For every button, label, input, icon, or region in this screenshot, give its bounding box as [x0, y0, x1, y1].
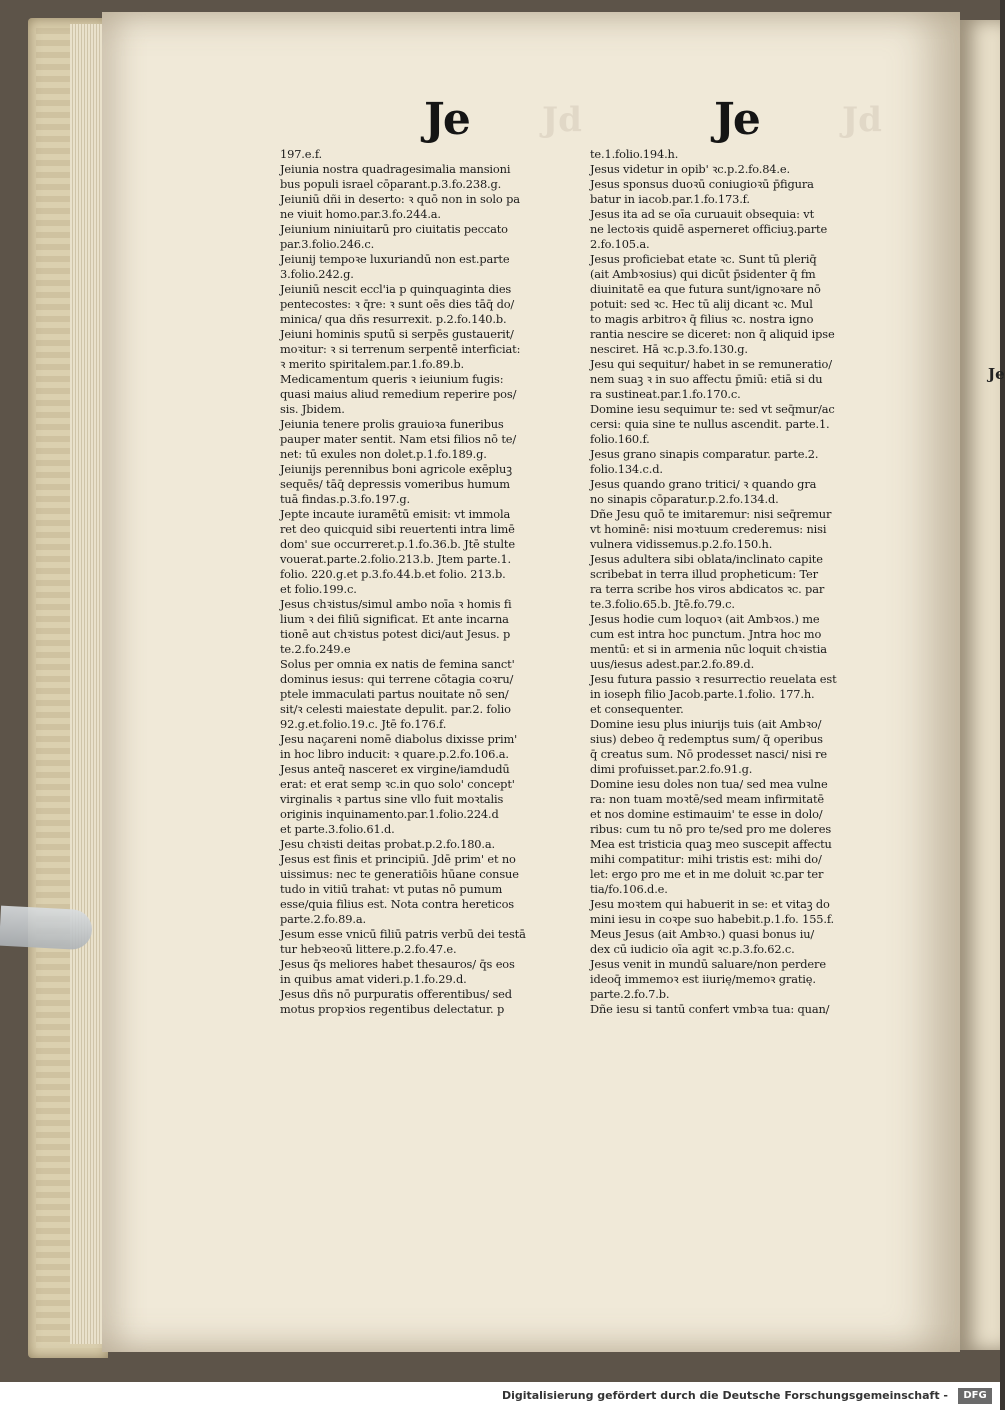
text-line: tuā findas.p.3.fo.197.g. — [280, 492, 411, 506]
text-line: Jesus anteq̄ nasceret ex virgine/iamdudū — [280, 762, 510, 776]
text-line: Domine iesu doles non tua/ sed mea vulne — [590, 777, 828, 791]
text-line: folio. 220.g.et p.3.fo.44.b.et folio. 213.b. — [280, 567, 506, 581]
text-line: Jesus adultera sibi oblata/inclinato capite — [590, 552, 823, 566]
text-line: Jesus ita ad se oīa curuauit obsequia: vt — [590, 207, 814, 221]
text-line: Domine iesu plus iniurijs tuis (ait Ambꝛo/ — [590, 717, 822, 731]
text-line: rantia nescire se diceret: non q̄ aliquid ipse — [590, 327, 835, 341]
text-line: sis. Jbidem. — [280, 402, 345, 416]
text-line: Jesus grano sinapis comparatur. parte.2. — [590, 447, 819, 461]
text-line: nesciret. Hā ꝛc.p.3.fo.130.g. — [590, 342, 748, 356]
text-line: parte.2.fo.7.b. — [590, 987, 670, 1001]
text-line: Domine iesu sequimur te: sed vt seq̄mur/ac — [590, 402, 835, 416]
text-line: te.1.folio.194.h. — [590, 147, 679, 161]
text-line: Jeiunia nostra quadragesimalia mansioni — [280, 162, 511, 176]
bleed-through-text: Jd — [842, 100, 882, 140]
text-line: sit/ꝛ celesti maiestate depulit. par.2. folio — [280, 702, 511, 716]
text-line: Jesus hodie cum loquoꝛ (ait Ambꝛos.) me — [590, 612, 820, 626]
text-line: in quibus amat videri.p.1.fo.29.d. — [280, 972, 467, 986]
bleed-through-text: Jd — [542, 100, 582, 140]
text-line: Jesus videtur in opib' ꝛc.p.2.fo.84.e. — [590, 162, 790, 176]
text-line: cersi: quia sine te nullus ascendit. parte.1. — [590, 417, 830, 431]
text-line: Jesu futura passio ꝛ resurrectio reuelata est — [590, 672, 837, 686]
text-line: tionē aut chꝛistus potest dici/aut Jesus. p — [280, 627, 511, 641]
text-line: ne lectoꝛis quidē asperneret officiuꝫ.parte — [590, 222, 828, 236]
text-line: Jesu qui sequitur/ habet in se remuneratio/ — [590, 357, 832, 371]
text-line: Jeiuni hominis sputū si serpēs gustauerit/ — [280, 327, 514, 341]
footer-credit-bar — [0, 1382, 1000, 1410]
text-line: erat: et erat semp ꝛc.in quo solo' concept' — [280, 777, 515, 791]
text-line: ne viuit homo.par.3.fo.244.a. — [280, 207, 441, 221]
text-line: moꝛitur: ꝛ si terrenum serpentē interficiat: — [280, 342, 521, 356]
text-line: Jesu naçareni nomē diabolus dixisse prim' — [280, 732, 518, 746]
text-line: Jesus proficiebat etate ꝛc. Sunt tū pleriq̄ — [590, 252, 817, 266]
text-line: et consequenter. — [590, 702, 684, 716]
text-line: mentū: et si in armenia nūc loquit chꝛistia — [590, 642, 827, 656]
text-line: ra: non tuam moꝛtē/sed meam infirmitatē — [590, 792, 825, 806]
text-line: motus propꝛios regentibus delectatur. p — [280, 1002, 505, 1016]
facing-page-fragment: Je — [988, 365, 1005, 383]
text-line: tia/fo.106.d.e. — [590, 882, 668, 896]
text-line: virginalis ꝛ partus sine vllo fuit moꝛtalis — [280, 792, 504, 806]
text-line: Jesu chꝛisti deitas probat.p.2.fo.180.a. — [280, 837, 495, 851]
text-line: ideoq̄ immemoꝛ est iiurię/memoꝛ gratię. — [590, 972, 816, 986]
text-line: ribus: cum tu nō pro te/sed pro me doleres — [590, 822, 832, 836]
text-line: ra terra scribe hos viros abdicatos ꝛc. par — [590, 582, 825, 596]
text-line: Solus per omnia ex natis de femina sanct' — [280, 657, 515, 671]
text-line: ret deo quicquid sibi reuertenti intra limē — [280, 522, 515, 536]
dfg-logo: DFG — [958, 1388, 992, 1404]
text-line: tudo in vitiū trahat: vt putas nō pumum — [280, 882, 503, 896]
text-line: Jesu moꝛtem qui habuerit in se: et vitaꝫ do — [590, 897, 830, 911]
text-line: Jesum esse vnicū filiū patris verbū dei testā — [280, 927, 526, 941]
text-line: Jeiuniū dñi in deserto: ꝛ quō non in solo pa — [280, 192, 520, 206]
text-line: diuinitatē ea que futura sunt/ignoꝛare nō — [590, 282, 821, 296]
text-line: Medicamentum queris ꝛ ieiunium fugis: — [280, 372, 504, 386]
text-line: Dñe Jesu quō te imitaremur: nisi seq̄remur — [590, 507, 832, 521]
text-line: bus populi israel cōparant.p.3.fo.238.g. — [280, 177, 502, 191]
page-heading-left: Je — [424, 94, 469, 145]
page-clamp — [0, 906, 93, 951]
text-line: 3.folio.242.g. — [280, 267, 354, 281]
text-line: no sinapis cōparatur.p.2.fo.134.d. — [590, 492, 779, 506]
text-line: potuit: sed ꝛc. Hec tū alij dicant ꝛc. Mul — [590, 297, 813, 311]
text-line: in ioseph filio Jacob.parte.1.folio. 177.h. — [590, 687, 815, 701]
text-line: pauper mater sentit. Nam etsi filios nō te/ — [280, 432, 517, 446]
text-line: folio.134.c.d. — [590, 462, 663, 476]
text-line: mini iesu in coꝛpe suo habebit.p.1.fo. 155.f. — [590, 912, 835, 926]
text-line: Meus Jesus (ait Ambꝛo.) quasi bonus iu/ — [590, 927, 815, 941]
text-line: vt hominē: nisi moꝛtuum crederemus: nisi — [590, 522, 827, 536]
text-line: te.2.fo.249.e — [280, 642, 351, 656]
text-line: (ait Ambꝛosius) qui dicūt p̄sidenter q̄ fm — [590, 267, 816, 281]
text-line: dimi profuisset.par.2.fo.91.g. — [590, 762, 753, 776]
text-line: vouerat.parte.2.folio.213.b. Jtem parte.1. — [280, 552, 512, 566]
text-line: to magis arbitroꝛ q̄ filius ꝛc. nostra igno — [590, 312, 814, 326]
text-line: uissimus: nec te generatiōis hūane consue — [280, 867, 519, 881]
text-line: Jeiunijs perennibus boni agricole exēpluꝫ — [280, 462, 512, 476]
text-line: te.3.folio.65.b. Jtē.fo.79.c. — [590, 597, 735, 611]
footer-credit-text: Digitalisierung gefördert durch die Deutsche Forschungsgemeinschaft - — [501, 1389, 948, 1402]
text-line: batur in iacob.par.1.fo.173.f. — [590, 192, 750, 206]
text-line: et parte.3.folio.61.d. — [280, 822, 395, 836]
text-line: Jeiunia tenere prolis grauioꝛa funeribus — [280, 417, 504, 431]
text-line: Jesus dñs nō purpuratis offerentibus/ sed — [280, 987, 512, 1001]
text-line: ptele immaculati partus nouitate nō sen/ — [280, 687, 509, 701]
text-line: 2.fo.105.a. — [590, 237, 650, 251]
text-line: Mea est tristicia quaꝫ meo suscepit affectu — [590, 837, 832, 851]
text-line: 92.g.et.folio.19.c. Jtē fo.176.f. — [280, 717, 447, 731]
book-page — [102, 12, 960, 1352]
text-line: esse/quia filius est. Nota contra hereticos — [280, 897, 514, 911]
text-line: Jesus chꝛistus/simul ambo noīa ꝛ homis fi — [280, 597, 512, 611]
text-line: Dñe iesu si tantū confert vmbꝛa tua: quan/ — [590, 1002, 830, 1016]
text-line: 197.e.f. — [280, 147, 322, 161]
text-line: uus/iesus adest.par.2.fo.89.d. — [590, 657, 755, 671]
text-line: minica/ qua dñs resurrexit. p.2.fo.140.b. — [280, 312, 507, 326]
text-line: scribebat in terra illud propheticum: Ter — [590, 567, 818, 581]
text-line: Jesus est finis et principiū. Jdē prim' et no — [280, 852, 516, 866]
text-line: Jesus venit in mundū saluare/non perdere — [590, 957, 826, 971]
text-line: Jeiunium niniuitarū pro ciuitatis peccato — [280, 222, 508, 236]
text-line: tur hebꝛeoꝛū littere.p.2.fo.47.e. — [280, 942, 457, 956]
text-line: sequēs/ tāq̄ depressis vomeribus humum — [280, 477, 510, 491]
text-line: sius) debeo q̄ redemptus sum/ q̄ operibus — [590, 732, 823, 746]
page-heading-right: Je — [714, 94, 759, 145]
text-line: pentecostes: ꝛ q̄re: ꝛ sunt oēs dies tāq̄ do/ — [280, 297, 515, 311]
text-line: originis inquinamento.par.1.folio.224.d — [280, 807, 499, 821]
text-line: ra sustineat.par.1.fo.170.c. — [590, 387, 741, 401]
text-line: in hoc libro inducit: ꝛ quare.p.2.fo.106.a. — [280, 747, 509, 761]
text-line: Jesus quando grano tritici/ ꝛ quando gra — [590, 477, 817, 491]
text-line: Jeiuniū nescit eccl'ia p quinquaginta dies — [280, 282, 512, 296]
facing-page-edge — [960, 20, 1005, 1350]
text-line: Jeiunij tempoꝛe luxuriandū non est.parte — [280, 252, 510, 266]
text-column-left — [280, 147, 596, 1017]
text-column-right — [590, 147, 906, 1017]
text-line: dex cū iudicio oīa agit ꝛc.p.3.fo.62.c. — [590, 942, 795, 956]
text-line: folio.160.f. — [590, 432, 650, 446]
text-line: Jepte incaute iuramētū emisit: vt immola — [280, 507, 511, 521]
text-line: par.3.folio.246.c. — [280, 237, 375, 251]
text-line: quasi maius aliud remedium reperire pos/ — [280, 387, 517, 401]
text-line: et nos domine estimauim' te esse in dolo/ — [590, 807, 823, 821]
text-line: ꝛ merito spiritalem.par.1.fo.89.b. — [280, 357, 464, 371]
text-line: dom' sue occurreret.p.1.fo.36.b. Jtē stulte — [280, 537, 515, 551]
text-line: parte.2.fo.89.a. — [280, 912, 366, 926]
text-line: let: ergo pro me et in me doluit ꝛc.par ter — [590, 867, 824, 881]
text-line: mihi compatitur: mihi tristis est: mihi do/ — [590, 852, 822, 866]
text-line: net: tū exules non dolet.p.1.fo.189.g. — [280, 447, 487, 461]
text-line: lium ꝛ dei filiū significat. Et ante incarna — [280, 612, 509, 626]
text-line: cum est intra hoc punctum. Jntra hoc mo — [590, 627, 822, 641]
text-line: dominus iesus: qui terrene cōtagia coꝛru/ — [280, 672, 514, 686]
text-line: Jesus q̄s meliores habet thesauros/ q̄s eos — [280, 957, 515, 971]
text-line: vulnera vidissemus.p.2.fo.150.h. — [590, 537, 773, 551]
text-line: nem suaꝫ ꝛ in suo affectu p̄miū: etiā si du — [590, 372, 823, 386]
text-line: q̄ creatus sum. Nō prodesset nasci/ nisi re — [590, 747, 828, 761]
text-line: Jesus sponsus duoꝛū coniugioꝛū p̄figura — [590, 177, 814, 191]
text-line: et folio.199.c. — [280, 582, 357, 596]
